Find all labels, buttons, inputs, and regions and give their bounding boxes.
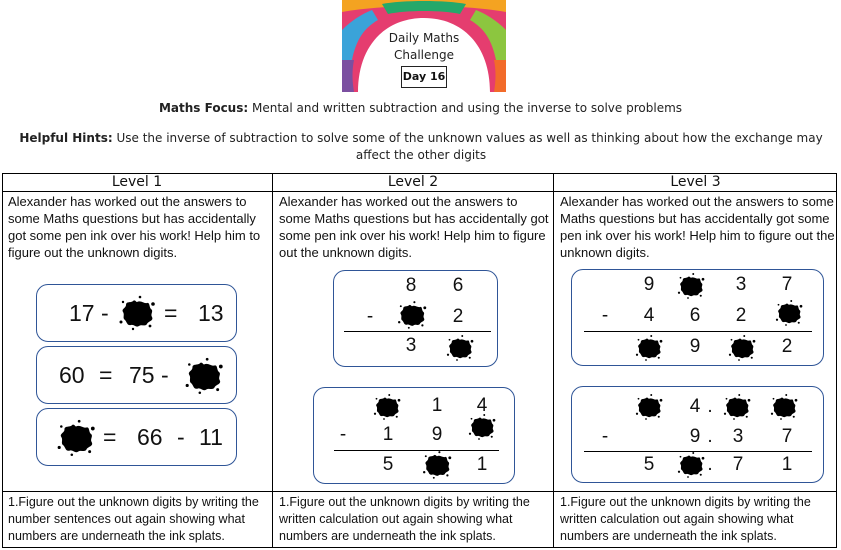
equals-sign: = [164,300,178,326]
calculation-box-1 [333,270,498,367]
digit: 1 [431,395,443,416]
digit: 9 [689,336,701,357]
header-row-divider [2,191,837,192]
digit: 3 [732,426,744,447]
minus-sign: - [177,424,185,450]
equation-term: 66 [137,424,163,450]
day-badge: Day 16 [401,66,447,88]
ink-splat-icon [467,412,497,442]
hints-label: Helpful Hints: [19,131,113,145]
ink-splat-icon [769,392,799,422]
equals-sign: = [99,362,113,388]
digit: 3 [405,335,417,356]
decimal-point: . [707,426,713,447]
digit: 8 [405,275,417,296]
digit: 3 [735,274,747,295]
logo-title-line2: Challenge [394,48,454,62]
level-3-intro: Alexander has worked out the answers to some Maths questions but has accidentally got some pen ink over his work! Help him to figure out the unknown digits. [560,194,835,260]
equation-term: 75 - [129,362,169,388]
digit: 2 [735,305,747,326]
digit: 4 [643,305,655,326]
digit: 6 [689,305,701,326]
digit: 9 [689,426,701,447]
hints-text: Use the inverse of subtraction to solve some of the unknown values as well as thinking about how the exchange may affect the other digits [112,131,823,162]
ink-splat-icon [722,392,752,422]
ink-splat-icon [396,299,428,331]
calculation-line [334,450,499,451]
equation-term: 17 - [69,300,109,326]
digit: 9 [431,424,443,445]
minus-sign: - [339,424,347,445]
equation-box-2 [36,346,237,404]
logo-title [342,30,506,64]
focus-label: Maths Focus: [158,101,249,115]
digit: 4 [476,395,488,416]
digit: 9 [643,274,655,295]
level-1-instructions: 1.Figure out the unknown digits by writing the number sentences out again showing what numbers are underneath the ink splats. [8,495,259,543]
minus-sign: - [601,426,609,447]
ink-splat-icon [727,333,757,363]
helpful-hints [8,130,834,164]
digit: 5 [643,454,655,475]
digit: 5 [382,454,394,475]
digit: 7 [781,274,793,295]
footer-row-divider [2,491,837,492]
ink-splat-icon [55,417,97,459]
calculation-box-4 [571,386,824,483]
decimal-point: . [707,396,713,417]
calculation-line [584,331,812,332]
minus-sign: - [366,306,374,327]
ink-splat-icon [634,392,664,422]
digit: 2 [781,336,793,357]
ink-splat-icon [117,293,157,333]
ink-splat-icon [421,449,453,481]
level-3-instructions: 1.Figure out the unknown digits by writing the written calculation out again showing what numbers are underneath the ink splats. [560,495,811,543]
ink-splat-icon [634,333,664,363]
ink-splat-icon [774,298,804,328]
maths-focus [0,101,841,115]
logo-title-line1: Daily Maths [388,31,460,45]
equation-term: 11 [199,424,223,450]
digit: 2 [452,306,464,327]
ink-splat-icon [676,450,706,480]
calculation-box-3 [571,269,824,366]
ink-splat-icon [445,333,475,363]
digit: 6 [452,275,464,296]
equation-box-3 [36,408,237,466]
calculation-box-2 [313,387,515,484]
equation-result: 13 [198,300,224,326]
ink-splat-icon [676,271,706,301]
level-1-title: Level 1 [111,174,163,190]
digit: 1 [781,454,793,475]
digit: 7 [781,426,793,447]
level-3-title: Level 3 [670,174,721,190]
ink-splat-icon [183,355,225,397]
digit: 1 [476,454,488,475]
equation-term: 60 [59,362,85,388]
focus-text: Mental and written subtraction and using the inverse to solve problems [248,101,683,115]
challenge-logo [342,0,506,92]
level-1-intro: Alexander has worked out the answers to some Maths questions but has accidentally got some pen ink over his work! Help him to figure out the unknown digits. [8,194,261,260]
minus-sign: - [601,305,609,326]
level-2-title: Level 2 [387,174,439,190]
ink-splat-icon [372,392,402,422]
equation-box-1 [36,284,237,342]
level-2-intro: Alexander has worked out the answers to some Maths questions but has accidentally got some pen ink over his work! Help him to figure out the unknown digits. [279,194,549,260]
equals-sign: = [103,424,117,450]
level-2-instructions: 1.Figure out the unknown digits by writing the written calculation out again showing what numbers are underneath the ink splats. [279,495,530,543]
digit: 1 [382,424,394,445]
digit: 4 [689,396,701,417]
digit: 7 [732,454,744,475]
decimal-point: . [707,454,713,475]
